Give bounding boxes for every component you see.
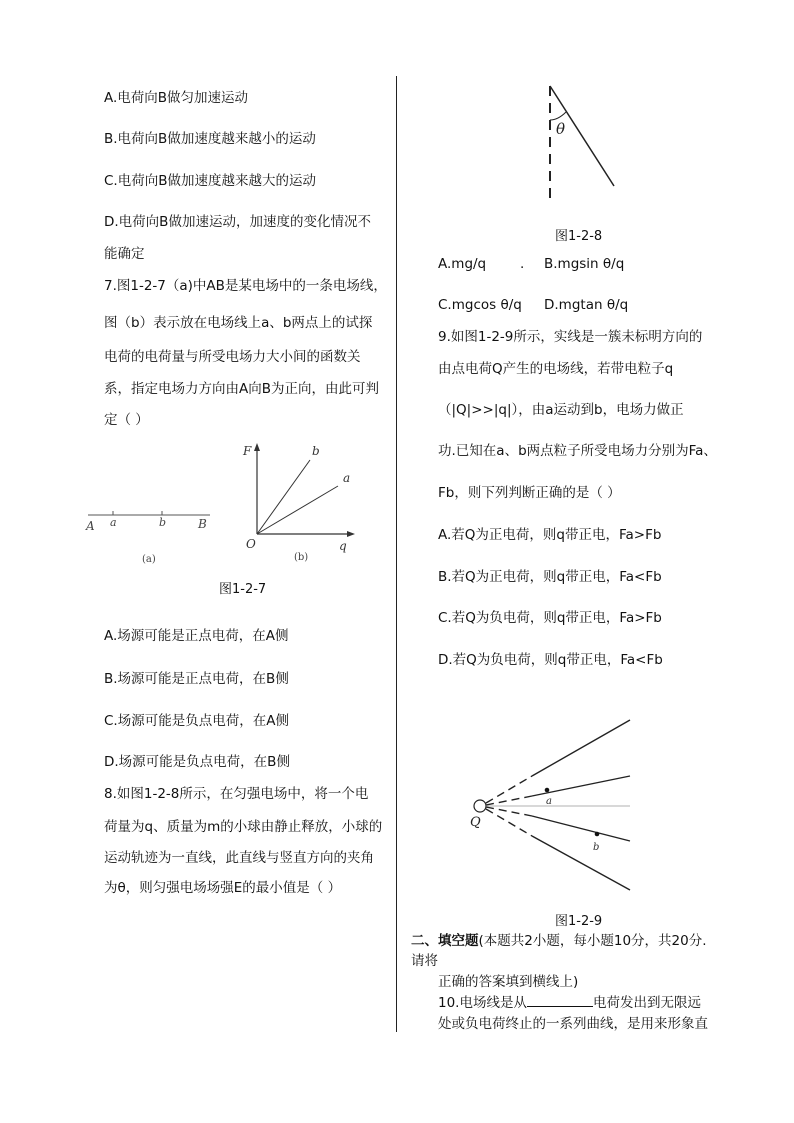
label-line-b: b <box>312 444 320 458</box>
panel-b-label: (b) <box>294 552 309 563</box>
q9-line-2: 由点电荷Q产生的电场线，若带电粒子q <box>438 361 674 377</box>
label-a: a <box>110 516 117 529</box>
point-b <box>595 832 600 837</box>
q9-option-c: C.若Q为负电荷，则q带正电，Fa>Fb <box>438 610 662 626</box>
q9-option-a: A.若Q为正电荷，则q带正电，Fa>Fb <box>438 527 662 543</box>
charge-Q <box>474 800 486 812</box>
q7-line-4: 系，指定电场力方向由A向B为正向，由此可判 <box>104 381 379 397</box>
q8-line-3: 运动轨迹为一直线，此直线与竖直方向的夹角 <box>104 850 374 866</box>
label-line-a: a <box>343 471 351 485</box>
field-dash-2 <box>486 796 532 805</box>
section2-line-3: 正确的答案填到横线上) <box>438 974 579 990</box>
q7-option-a: A.场源可能是正点电荷，在A侧 <box>104 628 289 644</box>
column-divider <box>396 76 397 1032</box>
theta-label: θ <box>556 120 566 138</box>
caption-1-2-7: 图1-2-7 <box>219 582 267 597</box>
section2-heading-rest: (本题共2小题，每小题10分，共20分. <box>478 933 707 949</box>
field-line-3 <box>532 816 630 841</box>
q7-line-1: 7.图1-2-7（a)中AB是某电场中的一条电场线， <box>104 278 387 294</box>
section2-heading-line <box>411 932 707 950</box>
figure-1-2-8 <box>520 80 630 205</box>
q8-option-d: D.mgtan θ/q <box>544 297 629 313</box>
q6-option-c: C.电荷向B做加速度越来越大的运动 <box>104 173 316 189</box>
q8-option-c: C.mgcos θ/q <box>438 297 522 313</box>
q9-line-5: Fb，则下列判断正确的是（ ） <box>438 485 621 501</box>
label-q: q <box>339 539 347 553</box>
q7-line-3: 电荷的电荷量与所受电场力大小间的函数关 <box>104 349 361 365</box>
q10-post: 电荷发出到无限远 <box>592 995 701 1011</box>
q6-option-d: D.电荷向B做加速运动，加速度的变化情况不 <box>104 214 371 230</box>
label-b: b <box>159 516 167 529</box>
q9-option-d: D.若Q为负电荷，则q带正电，Fa<Fb <box>438 652 663 668</box>
section2-line-2: 请将 <box>411 953 438 969</box>
label-Q: Q <box>470 815 481 830</box>
q8-option-dot: . <box>520 256 525 272</box>
angle-arc <box>550 112 566 120</box>
label-b-point: b <box>593 842 600 853</box>
q8-line-1: 8.如图1-2-8所示，在匀强电场中，将一个电 <box>104 786 369 802</box>
q7-option-c: C.场源可能是负点电荷，在A侧 <box>104 713 289 729</box>
q10-pre: 10.电场线是从 <box>438 995 527 1011</box>
field-dash-1 <box>486 776 532 803</box>
q10-line-2: 处或负电荷终止的一系列曲线，是用来形象直 <box>438 1016 708 1032</box>
axis-q-arrow <box>347 531 355 537</box>
q7-option-b: B.场源可能是正点电荷，在B侧 <box>104 671 289 687</box>
q10-line-1 <box>438 994 701 1012</box>
section2-heading: 二、填空题 <box>411 933 479 949</box>
label-B: B <box>198 517 207 531</box>
figure-1-2-7 <box>80 440 370 580</box>
figure-1-2-9 <box>460 716 640 896</box>
q9-line-3: （|Q|>>|q|），由a运动到b，电场力做正 <box>438 402 684 418</box>
q6-option-a: A.电荷向B做匀加速运动 <box>104 90 249 106</box>
q10-blank[interactable] <box>527 994 593 1007</box>
q9-option-b: B.若Q为正电荷，则q带正电，Fa<Fb <box>438 569 662 585</box>
q6-option-d-cont: 能确定 <box>104 246 145 262</box>
label-A: A <box>86 519 95 533</box>
field-dash-3 <box>486 807 532 816</box>
point-a <box>545 788 550 793</box>
field-line-1 <box>532 720 630 776</box>
caption-1-2-8: 图1-2-8 <box>555 229 603 244</box>
q8-option-b: B.mgsin θ/q <box>544 256 625 272</box>
line-a <box>257 486 338 534</box>
q8-line-4: 为θ，则匀强电场场强E的最小值是（ ） <box>104 880 342 896</box>
label-F: F <box>243 444 252 458</box>
caption-1-2-9: 图1-2-9 <box>555 914 603 929</box>
axis-F-arrow <box>254 443 260 451</box>
q6-option-b: B.电荷向B做加速度越来越小的运动 <box>104 131 316 147</box>
line-b <box>257 460 310 534</box>
panel-a-label: (a) <box>142 554 156 565</box>
q9-line-1: 9.如图1-2-9所示，实线是一簇未标明方向的 <box>438 329 703 345</box>
q8-option-a: A.mg/q <box>438 256 487 272</box>
field-line-4 <box>532 836 630 890</box>
q7-option-d: D.场源可能是负点电荷，在B侧 <box>104 754 290 770</box>
q9-line-4: 功.已知在a、b两点粒子所受电场力分别为Fa、 <box>438 443 717 459</box>
field-dash-4 <box>486 809 532 836</box>
label-a-point: a <box>546 796 552 807</box>
q7-line-5: 定（ ） <box>104 412 149 428</box>
label-O: O <box>246 537 256 551</box>
q7-line-2: 图（b）表示放在电场线上a、b两点上的试探 <box>104 315 373 331</box>
field-line-2 <box>532 776 630 796</box>
q8-line-2: 荷量为q、质量为m的小球由静止释放，小球的 <box>104 819 383 835</box>
